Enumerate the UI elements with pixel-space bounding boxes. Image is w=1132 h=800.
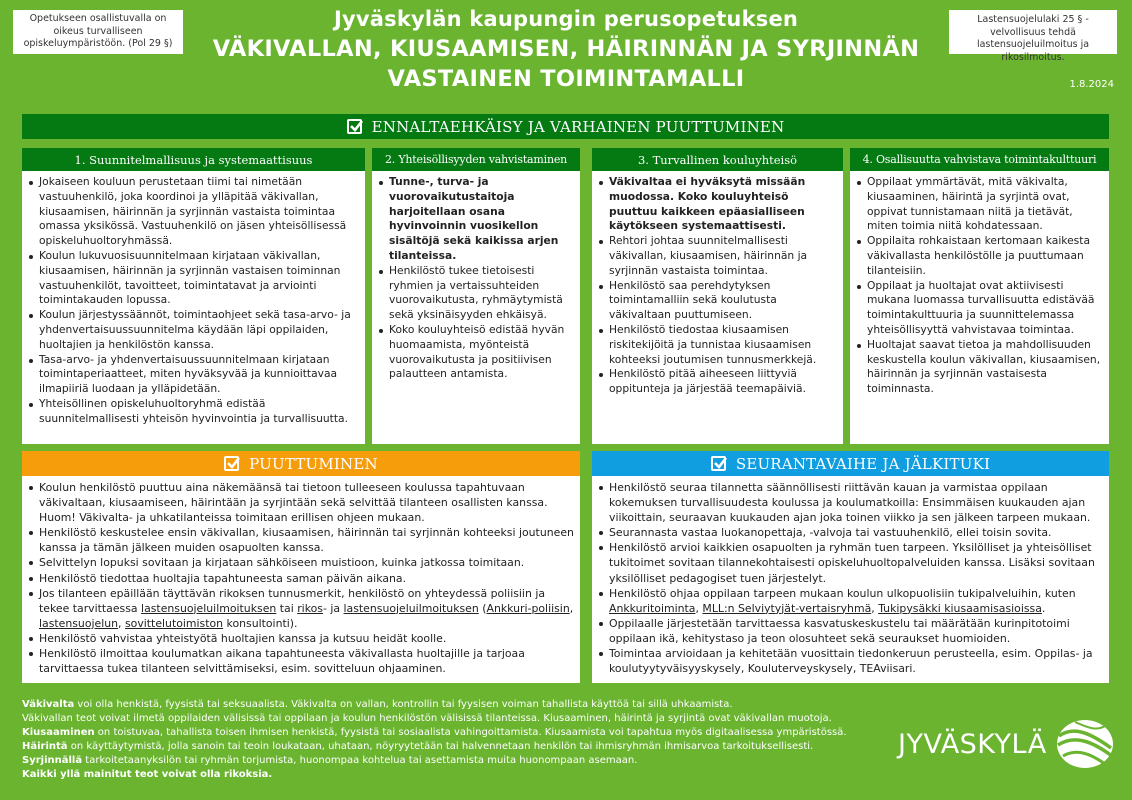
bullet-list xyxy=(22,476,580,676)
link-mll-selviytyjat[interactable]: MLL:n Selviytyjät-vertaisryhmä xyxy=(702,601,872,615)
term: Häirintä xyxy=(22,741,68,752)
definition: on toistuvaa, tahallista toisen ihmisen henkistä, fyysistä tai sosiaalista vahingoittamista. Kiusaamista voi tapahtua myös digitaalisessa ympäristössä. xyxy=(94,727,847,738)
checkbox-icon xyxy=(224,456,239,471)
date-label: 1.8.2024 xyxy=(1069,79,1114,90)
text: , xyxy=(871,601,879,615)
definitions-footer xyxy=(22,698,882,782)
column-title: 3. Turvallinen kouluyhteisö xyxy=(592,148,843,171)
jyvaskyla-logo xyxy=(898,718,1115,770)
link-lastensuojeluilmoitus-2[interactable]: lastensuojeluilmoituksen xyxy=(343,601,479,615)
bullet-list xyxy=(372,171,580,382)
link-ankkuri-poliisi[interactable]: Ankkuri-poliisin xyxy=(486,601,570,615)
note-pol-29: Opetukseen osallistuvalla on oikeus turvalliseen opiskeluympäristöön. (Pol 29 §) xyxy=(13,10,183,54)
text: Jos tilanteen epäillään täyttävän rikoksen tunnusmerkit, henkilöstö on yhteydessä poliisiin ja tekee tarvittaessa xyxy=(39,586,546,615)
text: tai xyxy=(276,601,298,615)
column-title: 4. Osallisuutta vahvistava toimintakulttuuri xyxy=(850,148,1109,171)
section-header-prevention xyxy=(22,114,1109,139)
section-header-follow-up xyxy=(592,451,1109,476)
definition-line xyxy=(22,726,882,740)
text: , xyxy=(569,601,574,615)
checkbox-icon xyxy=(347,119,362,134)
term: Syrjinnällä xyxy=(22,755,83,766)
checkbox-icon xyxy=(711,456,726,471)
list-item: Koulun järjestyssäännöt, toimintaohjeet sekä tasa-arvo- ja yhdenvertaisuussuunnitelma käydään läpi oppilaiden, huoltajien ja henkilöstön kanssa. xyxy=(28,308,361,352)
column-title: 1. Suunnitelmallisuus ja systemaattisuus xyxy=(22,148,365,171)
follow-up-panel xyxy=(592,476,1109,683)
list-item: Selvittelyn lopuksi sovitaan ja kirjataan sähköiseen muistioon, kuinka jatkossa toimitaan. xyxy=(28,555,574,570)
section-title: SEURANTAVAIHE JA JÄLKITUKI xyxy=(735,454,991,473)
link-rikosilmoitus[interactable]: rikos xyxy=(297,601,323,615)
definition-line xyxy=(22,712,882,726)
list-item-support xyxy=(598,586,1103,616)
list-item: Tunne-, turva- ja vuorovaikutustaitoja harjoitellaan osana hyvinvoinnin vuosikellon sisältöjä sekä kaikissa arjen tilanteissa. xyxy=(378,175,576,264)
definition: on käyttäytymistä, jolla sanoin tai teoin loukataan, uhataan, nöyryytetään tai halvennetaan henkilön tai ihmisryhmän ihmisarvoa tarkoituksellisesti. xyxy=(67,741,814,752)
term: Väkivalta xyxy=(22,699,75,710)
list-item: Koulun lukuvuosisuunnitelmaan kirjataan väkivallan, kiusaamisen, häirinnän ja syrjinnän vastaisen toiminnan vastuuhenkilöt, tavoitteet, toimintatavat ja arviointi toimintakauden lopussa. xyxy=(28,249,361,308)
link-lastensuojeluilmoitus[interactable]: lastensuojeluilmoituksen xyxy=(141,601,277,615)
list-item: Koulun henkilöstö puuttuu aina näkemäänsä tai tietoon tulleeseen koulussa tapahtuvaan väkivaltaan, kiusaamiseen, häirintään ja syrjintään sekä selvittää tilanteen osallisten kanssa. Huom! Väkivalta- ja uhkatilanteissa toimitaan erillisen ohjeen mukaan. xyxy=(28,480,574,525)
link-ankkuritoiminta[interactable]: Ankkuritoiminta xyxy=(609,601,696,615)
logo-text: JYVÄSKYLÄ xyxy=(898,728,1047,760)
list-item: Väkivaltaa ei hyväksytä missään muodossa. Koko kouluyhteisö puuttuu kaikkeen epäasialliseen käytökseen systemaattisesti. xyxy=(598,175,839,234)
list-item: Oppilaita rohkaistaan kertomaan kaikesta väkivallasta henkilöstölle ja puuttumaan tilanteisiin. xyxy=(856,234,1105,278)
list-item-crime xyxy=(28,586,574,631)
term: Kiusaaminen xyxy=(22,727,95,738)
text: , xyxy=(118,616,125,630)
list-item: Huoltajat saavat tietoa ja mahdollisuuden keskustella koulun väkivallan, kiusaamisen, häirinnän ja syrjinnän vastaisesta toiminnasta. xyxy=(856,338,1105,397)
definition: tarkoitetaanyksilön tai ryhmän torjumista, huonompaa kohtelua tai asettamista muita huonompaan asemaan. xyxy=(82,755,638,766)
list-item: Seurannasta vastaa luokanopettaja, -valvoja tai vastuuhenkilö, ellei toisin sovita. xyxy=(598,525,1103,540)
list-item: Henkilöstö pitää aiheeseen liittyviä oppitunteja ja järjestää teemapäiviä. xyxy=(598,367,839,397)
list-item: Oppilaalle järjestetään tarvittaessa kasvatuskeskustelu tai määrätään kurinpitotoimi oppilaan ikä, kehitystaso ja teon olosuhteet sekä seuraukset huomioiden. xyxy=(598,616,1103,646)
column-community xyxy=(372,148,580,444)
definition: Väkivallan teot voivat ilmetä oppilaiden välisissä tai oppilaan ja koulun henkilöstön välisissä tilanteissa. Kiusaaminen, häirintä ja syrjintä ovat väkivallan muotoja. xyxy=(22,713,832,724)
column-participation xyxy=(850,148,1109,444)
list-item: Henkilöstö seuraa tilannetta säännöllisesti riittävän kauan ja varmistaa oppilaan kokemuksen turvallisuudesta koulussa ja koulumatkoilla: Ensimmäisen kuukauden ajan viikoittain, seuraavan kuukauden ajan joka toinen viikko ja sen jälkeen tarpeen mukaan. xyxy=(598,480,1103,525)
bullet-list xyxy=(592,476,1109,676)
column-planning xyxy=(22,148,365,444)
note-lastensuojelulaki: Lastensuojelulaki 25 § - velvollisuus tehdä lastensuojeluilmoitus ja rikosilmoitus. xyxy=(949,10,1117,54)
definition-line xyxy=(22,768,882,782)
definition-line xyxy=(22,754,882,768)
text: konsultointi). xyxy=(223,616,298,630)
list-item: Henkilöstö vahvistaa yhteistyötä huoltajien kanssa ja kutsuu heidät koolle. xyxy=(28,631,574,646)
term: Kaikki yllä mainitut teot voivat olla rikoksia. xyxy=(22,769,273,780)
list-item: Henkilöstö tiedostaa kiusaamisen riskitekijöitä ja tunnistaa kiusaamisen kohteeksi joutumisen tunnusmerkkejä. xyxy=(598,323,839,367)
page-subtitle: Jyväskylän kaupungin perusopetuksen xyxy=(333,7,799,31)
text: Henkilöstö ohjaa oppilaan tarpeen mukaan koulun ulkopuolisiin tukipalveluihin, kuten xyxy=(609,586,1076,600)
list-item: Henkilöstö arvioi kaikkien osapuolten ja ryhmän tuen tarpeen. Yksilölliset ja yhteisölliset tukitoimet sovitaan tilannekohtaisesti opiskeluhuoltopalveluiden kanssa. Lisäksi sovitaan yksilölliset pedagogiset tuen järjestelyt. xyxy=(598,540,1103,585)
bullet-list xyxy=(592,171,843,397)
bullet-list xyxy=(22,171,365,427)
intervention-panel xyxy=(22,476,580,683)
list-item: Koko kouluyhteisö edistää hyvän huomaamista, myönteistä vuorovaikutusta ja positiivisen palautteen antamista. xyxy=(378,323,576,382)
list-item: Henkilöstö tiedottaa huoltajia tapahtuneesta saman päivän aikana. xyxy=(28,571,574,586)
list-item: Henkilöstö keskustelee ensin väkivallan, kiusaamisen, häirinnän tai syrjinnän kohteeksi joutuneen kanssa ja tämän jälkeen muiden osapuolten kanssa. xyxy=(28,525,574,555)
list-item: Jokaiseen kouluun perustetaan tiimi tai nimetään vastuuhenkilö, joka koordinoi ja ylläpitää väkivallan, kiusaamisen, häirinnän ja syrjinnän vastaista toimintaa omassa yksikössä. Vastuuhenkilö on jäsen yhteisöllisessä opiskeluhuoltoryhmässä. xyxy=(28,175,361,249)
list-item: Toimintaa arvioidaan ja kehitetään vuosittain tiedonkeruun perusteella, esim. Oppilas- ja koulutyytyväisyyskysely, Kouluterveyskysely, TEAviisari. xyxy=(598,646,1103,676)
section-header-intervention xyxy=(22,451,580,476)
list-item: Yhteisöllinen opiskeluhuoltoryhmä edistää suunnitelmallisesti yhteisön hyvinvointia ja turvallisuutta. xyxy=(28,397,361,427)
bullet-list xyxy=(850,171,1109,397)
list-item: Rehtori johtaa suunnitelmallisesti väkivallan, kiusaamisen, häirinnän ja syrjinnän vastaista toimintaa. xyxy=(598,234,839,278)
text: - ja xyxy=(322,601,344,615)
definition-line xyxy=(22,740,882,754)
definition-line xyxy=(22,698,882,712)
definition: voi olla henkistä, fyysistä tai seksuaalista. Väkivalta on vallan, kontrollin tai fyysisen voiman tahallista käyttöä tai sillä uhkaamista. xyxy=(74,699,733,710)
list-item: Oppilaat ja huoltajat ovat aktiivisesti mukana luomassa turvallisuutta edistävää toimintakulttuuria ja suunnittelemassa yhteisöllisyyttä vahvistavaa toimintaa. xyxy=(856,279,1105,338)
list-item: Oppilaat ymmärtävät, mitä väkivalta, kiusaaminen, häirintä ja syrjintä ovat, oppivat tunnistamaan niitä ja tietävät, miten toimia niitä kohdatessaan. xyxy=(856,175,1105,234)
section-title: PUUTTUMINEN xyxy=(249,454,378,473)
page-title-line1: VÄKIVALLAN, KIUSAAMISEN, HÄIRINNÄN JA SYRJINNÄN xyxy=(212,36,920,62)
page-header xyxy=(200,4,932,94)
column-title: 2. Yhteisöllisyyden vahvistaminen xyxy=(372,148,580,171)
page-title-line2: VASTAINEN TOIMINTAMALLI xyxy=(387,66,745,92)
column-safe-school xyxy=(592,148,843,444)
jyvaskyla-logo-icon xyxy=(1055,718,1115,770)
list-item: Henkilöstö ilmoittaa koulumatkan aikana tapahtuneesta väkivallasta huoltajille ja tarjoaa tarvittaessa tukea tilanteen selvittämiseksi, esim. sovitteluun ohjaaminen. xyxy=(28,646,574,676)
text: ( xyxy=(478,601,487,615)
list-item: Tasa-arvo- ja yhdenvertaisuussuunnitelmaan kirjataan toimintaperiaatteet, miten hyväksyvää ja kunnioittavaa ilmapiiriä luodaan ja ylläpidetään. xyxy=(28,353,361,397)
section-title: ENNALTAEHKÄISY JA VARHAINEN PUUTTUMINEN xyxy=(371,117,785,136)
link-sovittelutoimisto[interactable]: sovittelutoimiston xyxy=(124,616,224,630)
text: . xyxy=(1041,601,1046,615)
list-item: Henkilöstö saa perehdytyksen toimintamalliin sekä koulutusta väkivaltaan puuttumiseen. xyxy=(598,279,839,323)
list-item: Henkilöstö tukee tietoisesti ryhmien ja vertaissuhteiden vuorovaikutusta, ryhmäytymistä sekä yksinäisyyden ehkäisyä. xyxy=(378,264,576,323)
text: , xyxy=(695,601,703,615)
link-tukipysakki[interactable]: Tukipysäkki kiusaamisasioissa xyxy=(878,601,1042,615)
link-lastensuojelu[interactable]: lastensuojelun xyxy=(39,616,119,630)
